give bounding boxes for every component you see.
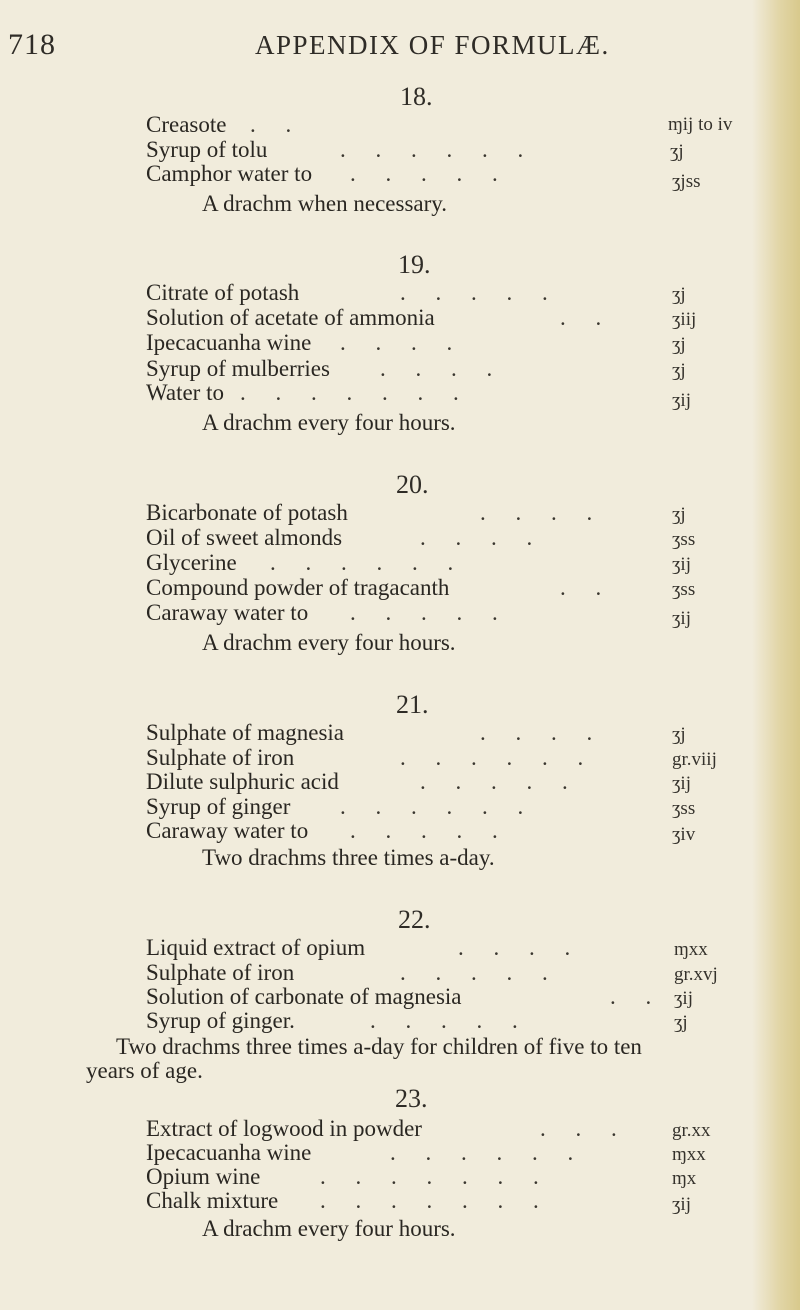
- ingredient-name: Ipecacuanha wine: [146, 1140, 312, 1165]
- leader-dots: . . . . . .: [270, 550, 466, 575]
- ingredient-quantity: ʒiv: [672, 824, 696, 845]
- ingredient-row: [0, 1188, 800, 1214]
- leader-dots: . . . . . .: [340, 794, 536, 819]
- leader-dots: . . . . . .: [390, 1140, 586, 1165]
- ingredient-name: Chalk mixture: [146, 1188, 279, 1213]
- ingredient-row: [0, 525, 800, 551]
- ingredient-quantity: ʒj: [672, 724, 686, 745]
- ingredient-name: Liquid extract of opium: [146, 935, 366, 960]
- leader-dots: . .: [560, 575, 614, 600]
- ingredient-row: [0, 745, 800, 771]
- ingredient-quantity: ʒj: [672, 284, 686, 305]
- ingredient-name: Syrup of ginger: [146, 794, 291, 819]
- ingredient-name: Bicarbonate of potash: [146, 500, 348, 525]
- dose-instruction: A drachm when necessary.: [202, 191, 448, 216]
- ingredient-row: [0, 161, 800, 192]
- ingredient-quantity: ʒij: [672, 390, 691, 411]
- ingredient-row: [0, 769, 800, 795]
- formula-number: 19.: [398, 250, 431, 279]
- ingredient-name: Sulphate of magnesia: [146, 720, 345, 745]
- ingredient-quantity: ʒij: [672, 773, 691, 794]
- ingredient-quantity: ɱxx: [674, 939, 708, 960]
- ingredient-quantity: ɱxx: [672, 1144, 706, 1165]
- ingredient-quantity: ʒij: [672, 608, 691, 629]
- ingredient-row: [0, 380, 800, 411]
- ingredient-quantity: gr.xx: [672, 1120, 711, 1141]
- ingredient-name: Dilute sulphuric acid: [146, 769, 339, 794]
- ingredient-quantity: ʒss: [672, 529, 696, 550]
- ingredient-quantity: ʒj: [674, 1012, 688, 1033]
- formula-number: 22.: [398, 905, 431, 934]
- ingredient-row: [0, 818, 800, 844]
- ingredient-quantity: ʒjss: [672, 171, 701, 192]
- formula-number: 18.: [400, 82, 433, 111]
- ingredient-quantity: ʒij: [672, 1194, 691, 1215]
- ingredient-name: Syrup of ginger.: [146, 1008, 295, 1033]
- ingredient-quantity: gr.viij: [672, 749, 717, 770]
- ingredient-quantity: ɱij to iv: [668, 114, 733, 135]
- ingredient-row: [0, 1008, 800, 1034]
- leader-dots: . . . . . . .: [320, 1188, 551, 1213]
- ingredient-quantity: ʒss: [672, 798, 696, 819]
- formula-number: 23.: [395, 1084, 428, 1113]
- ingredient-row: [0, 112, 800, 138]
- leader-dots: . . . . .: [350, 600, 510, 625]
- leader-dots: . . . .: [458, 935, 583, 960]
- leader-dots: . .: [560, 305, 614, 330]
- ingredient-row: [0, 720, 800, 746]
- ingredient-name: Solution of carbonate of magnesia: [146, 984, 462, 1009]
- ingredient-row: [0, 1164, 800, 1190]
- leader-dots: . . . . .: [350, 818, 510, 843]
- ingredient-row: [0, 137, 800, 163]
- leader-dots: . . . . . . .: [320, 1164, 551, 1189]
- ingredient-row: [0, 305, 800, 331]
- dose-instruction: Two drachms three times a-day for children of five to ten: [116, 1034, 642, 1059]
- leader-dots: . . . .: [340, 330, 465, 355]
- ingredient-name: Oil of sweet almonds: [146, 525, 343, 550]
- ingredient-quantity: ʒj: [670, 141, 684, 162]
- leader-dots: . . . . . .: [400, 745, 596, 770]
- leader-dots: . . . . .: [350, 161, 510, 186]
- leader-dots: . . . .: [420, 525, 545, 550]
- ingredient-name: Sulphate of iron: [146, 745, 295, 770]
- ingredient-row: [0, 600, 800, 629]
- ingredient-name: Solution of acetate of ammonia: [146, 305, 435, 330]
- ingredient-name: Syrup of mulberries: [146, 356, 330, 381]
- ingredient-quantity: ʒss: [672, 579, 696, 600]
- leader-dots: . . . . .: [400, 280, 560, 305]
- dose-instruction: A drachm every four hours.: [202, 410, 456, 435]
- ingredient-quantity: gr.xvj: [674, 964, 718, 985]
- ingredient-row: [0, 960, 800, 986]
- ingredient-quantity: ʒj: [672, 504, 686, 525]
- leader-dots: . . . .: [380, 356, 505, 381]
- ingredient-quantity: ʒj: [672, 360, 686, 381]
- dose-instruction: A drachm every four hours.: [202, 1216, 456, 1241]
- ingredient-row: [0, 330, 800, 356]
- page-number: 718: [8, 28, 56, 61]
- ingredient-quantity: ʒj: [672, 334, 686, 355]
- leader-dots: . .: [610, 984, 664, 1009]
- ingredient-row: [0, 550, 800, 576]
- ingredient-quantity: ʒij: [672, 554, 691, 575]
- ingredient-row: [0, 1116, 800, 1142]
- formula-number: 20.: [396, 470, 429, 499]
- formula-number: 21.: [396, 690, 429, 719]
- ingredient-name: Water to: [146, 380, 224, 405]
- ingredient-name: Syrup of tolu: [146, 137, 268, 162]
- ingredient-quantity: ɱx: [672, 1168, 697, 1189]
- dose-instruction: A drachm every four hours.: [202, 630, 456, 655]
- ingredient-quantity: ʒiij: [672, 309, 697, 330]
- ingredient-name: Caraway water to: [146, 600, 309, 625]
- ingredient-row: [0, 984, 800, 1010]
- dose-instruction-continued: years of age.: [86, 1058, 203, 1083]
- ingredient-name: Caraway water to: [146, 818, 309, 843]
- leader-dots: . . . . .: [370, 1008, 530, 1033]
- ingredient-name: Opium wine: [146, 1164, 261, 1189]
- ingredient-name: Glycerine: [146, 550, 237, 575]
- ingredient-row: [0, 280, 800, 306]
- ingredient-name: Extract of logwood in powder: [146, 1116, 422, 1141]
- ingredient-row: [0, 935, 800, 961]
- ingredient-name: Camphor water to: [146, 161, 313, 186]
- running-title: APPENDIX OF FORMULÆ.: [255, 30, 610, 60]
- ingredient-row: [0, 575, 800, 601]
- ingredient-name: Creasote: [146, 112, 227, 137]
- ingredient-row: [0, 794, 800, 820]
- leader-dots: . . . . .: [400, 960, 560, 985]
- leader-dots: . . . . . . .: [240, 380, 471, 405]
- leader-dots: . . .: [540, 1116, 629, 1141]
- leader-dots: . . . . .: [420, 769, 580, 794]
- ingredient-name: Citrate of potash: [146, 280, 300, 305]
- leader-dots: . . . . . .: [340, 137, 536, 162]
- ingredient-quantity: ʒij: [674, 988, 693, 1009]
- leader-dots: . . . .: [480, 500, 605, 525]
- ingredient-name: Ipecacuanha wine: [146, 330, 312, 355]
- ingredient-row: [0, 1140, 800, 1166]
- leader-dots: . .: [250, 112, 304, 137]
- ingredient-row: [0, 356, 800, 382]
- dose-instruction: Two drachms three times a-day.: [202, 845, 495, 870]
- ingredient-name: Sulphate of iron: [146, 960, 295, 985]
- leader-dots: . . . .: [480, 720, 605, 745]
- ingredient-row: [0, 500, 800, 526]
- ingredient-name: Compound powder of tragacanth: [146, 575, 450, 600]
